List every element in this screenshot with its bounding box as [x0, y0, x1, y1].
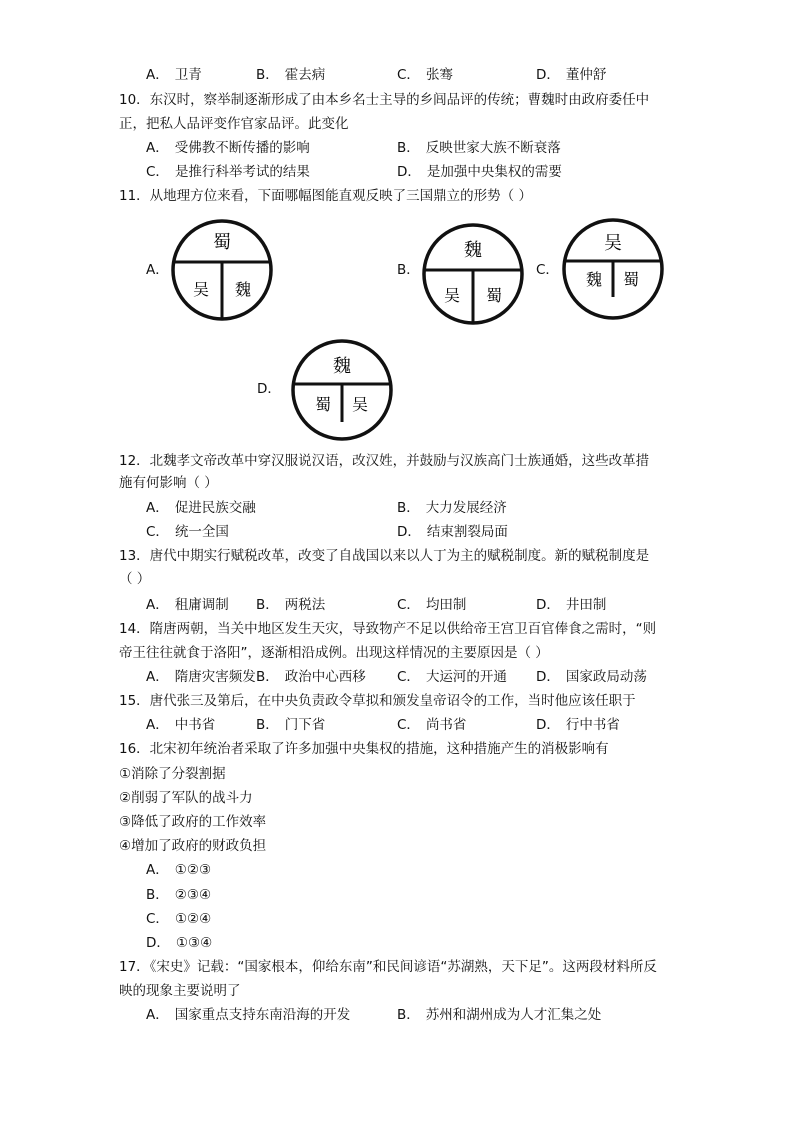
- diagram-left-label: 吴: [192, 280, 210, 299]
- q16-stem: 16．北宋初年统治者采取了许多加强中央集权的措施，这种措施产生的消极影响有: [119, 741, 609, 757]
- q14-option-c[interactable]: C． 大运河的开通: [397, 669, 507, 685]
- q12-option-c[interactable]: C． 统一全国: [146, 524, 229, 540]
- q9-option-c[interactable]: C． 张骞: [397, 67, 453, 83]
- q10-stem-line1: 10．东汉时，察举制逐渐形成了由本乡名士主导的乡闾品评的传统；曹魏时由政府委任中: [119, 92, 650, 108]
- q11-diagram-d[interactable]: [290, 338, 394, 442]
- diagram-right-label: 蜀: [622, 270, 640, 289]
- q12-option-a[interactable]: A． 促进民族交融: [146, 500, 256, 516]
- q13-option-a[interactable]: A． 租庸调制: [146, 597, 229, 613]
- q13-option-c[interactable]: C． 均田制: [397, 597, 467, 613]
- q17-option-b[interactable]: B． 苏州和湖州成为人才汇集之处: [397, 1007, 602, 1023]
- q12-option-b[interactable]: B． 大力发展经济: [397, 500, 507, 516]
- q17-stem-line2: 映的现象主要说明了: [119, 983, 241, 999]
- q11-option-b-label[interactable]: B．: [397, 262, 420, 278]
- q16-item-4: ④增加了政府的财政负担: [119, 838, 267, 854]
- q11-option-c-label[interactable]: C．: [536, 262, 559, 278]
- diagram-top-label: 蜀: [213, 232, 231, 253]
- q16-option-a[interactable]: A． ①②③: [146, 862, 212, 878]
- q13-stem-line2: （ ）: [119, 571, 151, 587]
- q16-item-1: ①消除了分裂割据: [119, 766, 226, 782]
- q16-option-b[interactable]: B． ②③④: [146, 887, 212, 903]
- q10-stem-line2: 正，把私人品评变作官家品评。此变化: [119, 116, 349, 132]
- diagram-top-label: 魏: [464, 240, 482, 261]
- q12-stem-line1: 12．北魏孝文帝改革中穿汉服说汉语，改汉姓，并鼓励与汉族高门士族通婚，这些改革措: [119, 453, 650, 469]
- q16-item-2: ②削弱了军队的战斗力: [119, 790, 253, 806]
- q14-option-b[interactable]: B． 政治中心西移: [256, 669, 366, 685]
- q9-option-a[interactable]: A． 卫青: [146, 67, 202, 83]
- q14-option-d[interactable]: D． 国家政局动荡: [536, 669, 647, 685]
- q15-option-b[interactable]: B． 门下省: [256, 717, 326, 733]
- diagram-top-label: 吴: [604, 233, 622, 254]
- q10-option-c[interactable]: C． 是推行科举考试的结果: [146, 164, 310, 180]
- q9-option-b[interactable]: B． 霍去病: [256, 67, 326, 83]
- q10-option-b[interactable]: B． 反映世家大族不断衰落: [397, 140, 561, 156]
- q11-diagram-a[interactable]: [170, 218, 274, 322]
- q12-option-d[interactable]: D． 结束割裂局面: [397, 524, 508, 540]
- q14-option-a[interactable]: A． 隋唐灾害频发: [146, 669, 256, 685]
- q9-option-d[interactable]: D． 董仲舒: [536, 67, 607, 83]
- q15-option-c[interactable]: C． 尚书省: [397, 717, 467, 733]
- diagram-left-label: 魏: [585, 270, 603, 289]
- q11-option-a-label[interactable]: A．: [146, 262, 169, 278]
- q10-option-d[interactable]: D． 是加强中央集权的需要: [397, 164, 562, 180]
- q11-stem: 11．从地理方位来看，下面哪幅图能直观反映了三国鼎立的形势（ ）: [119, 188, 532, 204]
- q12-stem-line2: 施有何影响（ ）: [119, 475, 218, 491]
- q11-option-d-label[interactable]: D．: [257, 381, 281, 397]
- q13-option-d[interactable]: D． 井田制: [536, 597, 607, 613]
- q10-option-a[interactable]: A． 受佛教不断传播的影响: [146, 140, 310, 156]
- q16-item-3: ③降低了政府的工作效率: [119, 814, 267, 830]
- q15-option-a[interactable]: A． 中书省: [146, 717, 216, 733]
- q13-option-b[interactable]: B． 两税法: [256, 597, 326, 613]
- q14-stem-line2: 帝王往往就食于洛阳”，逐渐相沿成例。出现这样情况的主要原因是（ ）: [119, 645, 549, 661]
- q11-diagram-b[interactable]: [421, 222, 525, 326]
- diagram-right-label: 吴: [351, 395, 369, 414]
- q17-option-a[interactable]: A． 国家重点支持东南沿海的开发: [146, 1007, 351, 1023]
- q16-option-d[interactable]: D． ①③④: [146, 935, 213, 951]
- diagram-right-label: 魏: [234, 280, 252, 299]
- q15-stem: 15．唐代张三及第后，在中央负责政令草拟和颁发皇帝诏令的工作，当时他应该任职于: [119, 693, 636, 709]
- diagram-left-label: 吴: [443, 286, 461, 305]
- q13-stem-line1: 13．唐代中期实行赋税改革，改变了自战国以来以人丁为主的赋税制度。新的赋税制度是: [119, 548, 650, 564]
- q16-option-c[interactable]: C． ①②④: [146, 911, 212, 927]
- q11-diagram-c[interactable]: [561, 217, 665, 321]
- diagram-left-label: 蜀: [314, 395, 332, 414]
- diagram-top-label: 魏: [333, 356, 351, 377]
- diagram-right-label: 蜀: [485, 286, 503, 305]
- q14-stem-line1: 14．隋唐两朝，当关中地区发生天灾，导致物产不足以供给帝王宫卫百官俸食之需时，“则: [119, 621, 657, 637]
- q15-option-d[interactable]: D． 行中书省: [536, 717, 620, 733]
- q17-stem-line1: 17．《宋史》记载：“国家根本，仰给东南”和民间谚语“苏湖熟，天下足”。这两段材料所反: [119, 959, 657, 975]
